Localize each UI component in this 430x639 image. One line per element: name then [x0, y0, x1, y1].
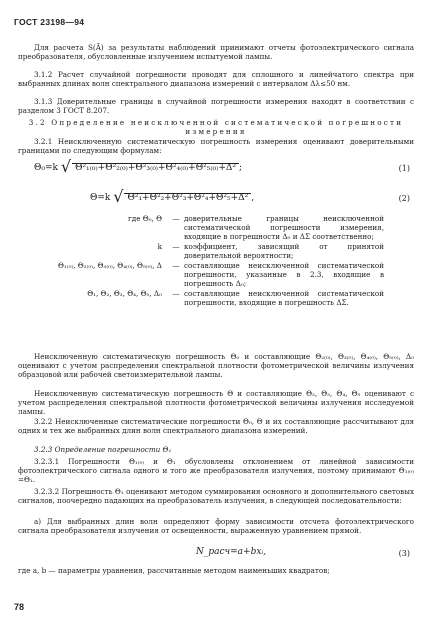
equation-number-1: (1) — [398, 164, 410, 173]
subsection-title-text: 3.2.3 Определение погрешности Θ₁ — [34, 445, 172, 454]
document-header: ГОСТ 23198—94 — [14, 17, 85, 27]
where-row — [18, 242, 414, 260]
paragraph-11: 3.2.3.2 Погрешность Θ₁ оценивают методом суммирования основного и дополнительного световых сигналов, поочередно падающих на преобразователь излучения, в следующей последовательности: — [18, 487, 414, 505]
where-row — [18, 289, 414, 307]
root-sign-icon: √ — [113, 187, 124, 206]
where-description: составляющие неисключенной систематической погрешности, указанные в 2.3, входящие в погрешность Δ₀; — [184, 261, 384, 288]
where-row — [18, 261, 414, 288]
paragraph-10: 3.2.3.1 Погрешности Θ₁₍₀₎ и Θ₁ обусловлены отклонением от линейной зависимости фотоэлектрического сигнала одного и того же преобразователя излучения, поэтому принимают Θ₁₍₀₎=Θ₁. — [18, 457, 414, 484]
where-description: коэффициент, зависящий от принятой доверительной вероятности; — [184, 242, 384, 260]
paragraph-6: Неисключенную систематическую погрешность Θ₀ и составляющие Θ₂₍₀₎, Θ₃₍₀₎, Θ₄₍₀₎, Θ₅₍₀₎, Δ₀ оценивают с учетом распределения спектральной плотности фотометрической величины излучения образцовой или рабочей светоизмерительной лампы. — [18, 352, 414, 379]
formula-2 — [90, 187, 255, 206]
where-symbol: где Θ₀, Θ — [128, 214, 162, 223]
formula-2-lhs: Θ=k — [90, 193, 111, 203]
where-symbol: k — [157, 242, 162, 251]
paragraph-2: 3.1.2 Расчет случайной погрешности проводят для сплошного и линейчатого спектра при выбранных длинах волн спектрального диапазона измерений с интервалом Δλ≤50 нм. — [18, 70, 414, 88]
where-description: составляющие неисключенной систематической погрешности, входящие в погрешность ΔΣ. — [184, 289, 384, 307]
paragraph-8: 3.2.2 Неисключенные систематические погрешности Θ₀, Θ и их составляющие рассчитывают для одних и тех же выбранных длин волн спектрального диапазона измерений. — [18, 417, 414, 435]
dash: — — [172, 289, 180, 298]
formula-2-radicand: Θ²₁+Θ²₂+Θ²₃+Θ²₄+Θ²₅+Δ² — [124, 193, 251, 203]
where-list — [18, 214, 414, 307]
where-symbol: Θ₁₍₀₎, Θ₂₍₀₎, Θ₃₍₀₎, Θ₄₍₀₎, Θ₅₍₀₎, Δ — [58, 261, 162, 270]
where-description: доверительные границы неисключенной систематической погрешности измерения, входящие в погрешности Δ₀ и ΔΣ соответственно; — [184, 214, 384, 241]
formula-1 — [34, 157, 243, 176]
where-row — [18, 214, 414, 241]
paragraph-5: 3.2.1 Неисключенную систематическую погрешность измерения оценивают доверительными границами по следующим формулам: — [18, 137, 414, 155]
subsection-title — [18, 445, 414, 454]
paragraph-12: а) Для выбранных длин волн определяют форму зависимости отсчета фотоэлектрического сигнала преобразователя излучения от освещенности, выраженную уравнением прямой. — [18, 517, 414, 535]
dash: — — [172, 261, 180, 270]
paragraph-3: 3.1.3 Доверительные границы в случайной погрешности измерения находят в соответствии с разделом 3 ГОСТ 8.207. — [18, 97, 414, 115]
paragraph-7: Неисключенную систематическую погрешность Θ и составляющие Θ₂, Θ₃, Θ₄, Θ₅ оценивают с учетом распределения спектральной плотности фотометрической величины излучения исследуемой лампы. — [18, 389, 414, 416]
section-title: 3.2 Определение неисключенной систематической погрешности измерения — [28, 118, 404, 136]
formula-1-tail: ; — [239, 163, 243, 173]
dash: — — [172, 242, 180, 251]
formula-3: N_расч=a+bxᵢ, — [196, 547, 267, 557]
formula-2-tail: , — [251, 193, 255, 203]
page-number: 78 — [14, 602, 25, 612]
root-sign-icon: √ — [60, 157, 72, 176]
paragraph-13: где a, b — параметры уравнения, рассчитанные методом наименьших квадратов; — [18, 566, 330, 575]
equation-number-3: (3) — [398, 549, 410, 558]
where-symbol: Θ₁, Θ₂, Θ₃, Θ₄, Θ₅, Δ₀ — [87, 289, 162, 298]
formula-1-lhs: Θ₀=k — [34, 163, 58, 173]
formula-1-radicand: Θ²₁₍₀₎+Θ²₂₍₀₎+Θ²₃₍₀₎+Θ²₄₍₀₎+Θ²₅₍₀₎+Δ² — [72, 163, 239, 173]
paragraph-1: Для расчета S(Ā) за результаты наблюдений принимают отчеты фотоэлектрического сигнала преобразователя, обусловленные излучением испытуемой лампы. — [18, 43, 414, 61]
equation-number-2: (2) — [398, 194, 410, 203]
dash: — — [172, 214, 180, 223]
